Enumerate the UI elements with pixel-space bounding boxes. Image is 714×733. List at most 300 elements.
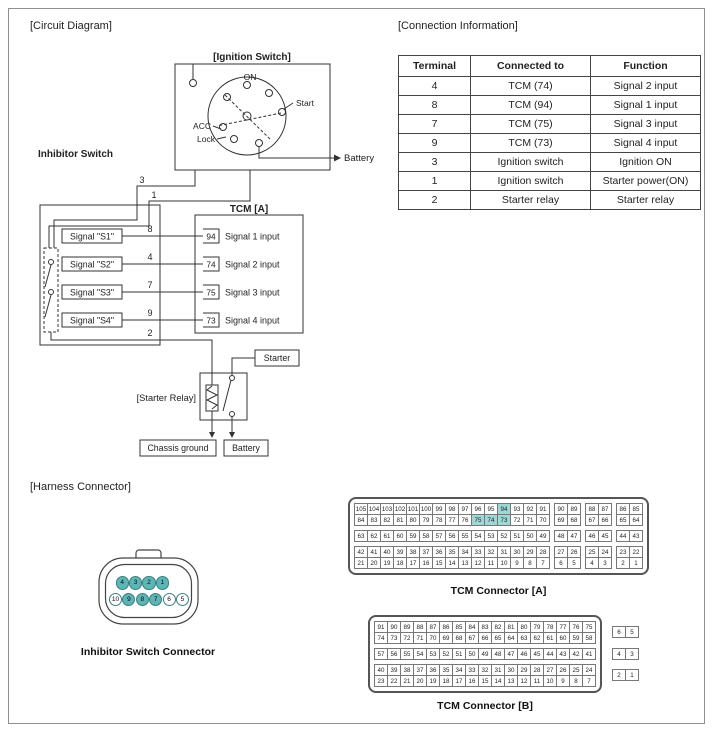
pin-segment	[612, 648, 639, 660]
pin-cell-5: 5	[567, 557, 581, 569]
pin-cell-92: 92	[523, 503, 537, 515]
pin-cell-102: 102	[393, 503, 407, 515]
pin-cell-105: 105	[354, 503, 368, 515]
pin-cell-87: 87	[426, 621, 440, 633]
table-cell: TCM (73)	[471, 134, 591, 153]
column-header: Connected to	[471, 56, 591, 77]
pin-cell-68: 68	[567, 514, 581, 526]
pin-cell-22: 22	[629, 546, 643, 558]
position-lock-label: Lock	[197, 134, 215, 144]
pin-cell-15: 15	[432, 557, 446, 569]
pin-cell-3: 3	[625, 648, 639, 660]
pin-cell-32: 32	[484, 546, 498, 558]
battery-bottom-label: Battery	[232, 443, 260, 453]
table-row	[399, 153, 701, 172]
tcm-title: TCM [A]	[229, 204, 269, 215]
pin-cell-65: 65	[616, 514, 630, 526]
pin-cell-98: 98	[445, 503, 459, 515]
pin-cell-5: 5	[625, 626, 639, 638]
pin-cell-87: 87	[598, 503, 612, 515]
pin-cell-99: 99	[432, 503, 446, 515]
pin-cell-64: 64	[504, 632, 518, 644]
inhibitor-pin-3: 3	[129, 576, 142, 589]
pin-cell-76: 76	[458, 514, 472, 526]
pin-cell-26: 26	[567, 546, 581, 558]
position-start-label: Start	[296, 98, 314, 108]
pin-cell-45: 45	[598, 530, 612, 542]
pin-cell-15: 15	[478, 675, 492, 687]
pin-cell-46: 46	[517, 648, 531, 660]
table-cell: TCM (74)	[471, 77, 591, 96]
inhibitor-pin-10: 10	[109, 593, 122, 606]
table-cell: Signal 2 input	[591, 77, 701, 96]
pin-cell-86: 86	[439, 621, 453, 633]
tcm-connector-a-title: TCM Connector [A]	[450, 585, 547, 597]
pin-segment	[585, 530, 612, 542]
pin-cell-44: 44	[616, 530, 630, 542]
pin-cell-40: 40	[374, 664, 388, 676]
inhibitor-pin-4: 4	[116, 576, 129, 589]
column-header: Function	[591, 56, 701, 77]
pin-segment	[554, 557, 581, 569]
signal-s4-label: Signal "S4"	[70, 315, 114, 326]
battery-feed-wire	[259, 147, 334, 159]
pin-cell-51: 51	[452, 648, 466, 660]
pin-cell-46: 46	[585, 530, 599, 542]
pin-cell-42: 42	[354, 546, 368, 558]
tcm-pin-94-label: 94	[206, 231, 216, 242]
inhibitor-pin-field	[85, 545, 215, 645]
pin-cell-61: 61	[543, 632, 557, 644]
column-header: Terminal	[399, 56, 471, 77]
pin-cell-23: 23	[616, 546, 630, 558]
terminal-1-label: 1	[151, 190, 157, 200]
battery-arrow-down-icon	[229, 432, 235, 438]
pin-cell-64: 64	[629, 514, 643, 526]
table-cell: Starter power(ON)	[591, 172, 701, 191]
terminal-8-label: 8	[147, 224, 153, 234]
wire-terminal-2	[51, 332, 212, 385]
pin-cell-84: 84	[465, 621, 479, 633]
pin-cell-31: 31	[491, 664, 505, 676]
pin-cell-62: 62	[367, 530, 381, 542]
pin-cell-85: 85	[452, 621, 466, 633]
pin-cell-39: 39	[393, 546, 407, 558]
pin-segment	[354, 557, 550, 569]
pin-cell-48: 48	[491, 648, 505, 660]
signal-s3-label: Signal "S3"	[70, 287, 114, 298]
pin-cell-21: 21	[400, 675, 414, 687]
pin-cell-75: 75	[471, 514, 485, 526]
pin-row	[612, 626, 639, 638]
pin-cell-19: 19	[426, 675, 440, 687]
inhibitor-connector-title: Inhibitor Switch Connector	[80, 646, 216, 658]
pin-cell-25: 25	[585, 546, 599, 558]
pin-cell-29: 29	[523, 546, 537, 558]
terminal-2-label: 2	[147, 328, 153, 338]
pin-cell-17: 17	[406, 557, 420, 569]
table-row	[399, 96, 701, 115]
position-acc-label: ACC	[193, 121, 211, 131]
pin-cell-8: 8	[523, 557, 537, 569]
pin-cell-9: 9	[510, 557, 524, 569]
pin-cell-47: 47	[567, 530, 581, 542]
pin-cell-1: 1	[629, 557, 643, 569]
pin-cell-78: 78	[432, 514, 446, 526]
harness-connector-section-label: [Harness Connector]	[30, 481, 131, 493]
pin-cell-83: 83	[478, 621, 492, 633]
pin-segment	[374, 648, 596, 660]
pin-cell-100: 100	[419, 503, 433, 515]
pin-segment	[374, 632, 596, 644]
starter-relay-label: [Starter Relay]	[136, 393, 196, 403]
pin-segment	[612, 626, 639, 638]
tcm-pin-74-label: 74	[206, 259, 216, 270]
pin-cell-12: 12	[517, 675, 531, 687]
pin-cell-43: 43	[556, 648, 570, 660]
pin-cell-38: 38	[406, 546, 420, 558]
pin-cell-94: 94	[497, 503, 511, 515]
inhibitor-pin-7: 7	[149, 593, 162, 606]
pin-cell-4: 4	[585, 557, 599, 569]
pin-cell-73: 73	[497, 514, 511, 526]
ignition-dial-dashed-lines	[217, 95, 281, 140]
pin-cell-54: 54	[413, 648, 427, 660]
starter-relay-box	[200, 373, 247, 420]
table-cell: 8	[399, 96, 471, 115]
pin-cell-66: 66	[598, 514, 612, 526]
pin-cell-74: 74	[484, 514, 498, 526]
pin-cell-43: 43	[629, 530, 643, 542]
pin-row	[374, 632, 596, 644]
terminal-7-label: 7	[147, 280, 153, 290]
pin-cell-8: 8	[569, 675, 583, 687]
pin-cell-32: 32	[478, 664, 492, 676]
pin-cell-53: 53	[484, 530, 498, 542]
pin-cell-60: 60	[556, 632, 570, 644]
pin-cell-73: 73	[387, 632, 401, 644]
pin-cell-78: 78	[543, 621, 557, 633]
signal-s2-label: Signal "S2"	[70, 259, 114, 270]
inhibitor-pin-1: 1	[156, 576, 169, 589]
ground-arrow-icon	[209, 432, 215, 438]
table-cell: TCM (94)	[471, 96, 591, 115]
pin-cell-71: 71	[413, 632, 427, 644]
pin-cell-41: 41	[367, 546, 381, 558]
battery-feed-label: Battery	[344, 153, 375, 164]
pin-cell-101: 101	[406, 503, 420, 515]
pin-cell-68: 68	[452, 632, 466, 644]
pin-cell-27: 27	[554, 546, 568, 558]
table-cell: Ignition ON	[591, 153, 701, 172]
pin-cell-55: 55	[458, 530, 472, 542]
pin-cell-104: 104	[367, 503, 381, 515]
pin-cell-28: 28	[536, 546, 550, 558]
pin-cell-36: 36	[426, 664, 440, 676]
signal-s1-label: Signal "S1"	[70, 231, 114, 242]
pin-cell-91: 91	[536, 503, 550, 515]
wire-terminal-1	[149, 170, 250, 205]
pin-cell-30: 30	[510, 546, 524, 558]
pin-cell-12: 12	[471, 557, 485, 569]
pin-cell-63: 63	[517, 632, 531, 644]
pin-cell-6: 6	[554, 557, 568, 569]
pin-cell-90: 90	[387, 621, 401, 633]
starter-wire	[232, 358, 255, 375]
pin-cell-52: 52	[439, 648, 453, 660]
pin-segment	[554, 530, 581, 542]
inhibitor-pin-5: 5	[176, 593, 189, 606]
pin-cell-62: 62	[530, 632, 544, 644]
pin-cell-50: 50	[523, 530, 537, 542]
pin-cell-13: 13	[504, 675, 518, 687]
pin-segment	[354, 514, 550, 526]
pin-segment	[585, 557, 612, 569]
pin-cell-35: 35	[445, 546, 459, 558]
pin-cell-75: 75	[582, 621, 596, 633]
pin-cell-49: 49	[536, 530, 550, 542]
table-cell: Signal 4 input	[591, 134, 701, 153]
circuit-diagram-section-label: [Circuit Diagram]	[30, 20, 112, 32]
pin-cell-14: 14	[445, 557, 459, 569]
pin-cell-103: 103	[380, 503, 394, 515]
pin-cell-67: 67	[585, 514, 599, 526]
terminal-9-label: 9	[147, 308, 153, 318]
inhibitor-switch-connector	[85, 545, 215, 645]
pin-segment	[354, 530, 550, 542]
pin-cell-69: 69	[439, 632, 453, 644]
pin-cell-56: 56	[387, 648, 401, 660]
pin-cell-7: 7	[582, 675, 596, 687]
pin-cell-2: 2	[616, 557, 630, 569]
pin-segment	[374, 675, 596, 687]
table-cell: Ignition switch	[471, 172, 591, 191]
pin-cell-11: 11	[530, 675, 544, 687]
pin-cell-23: 23	[374, 675, 388, 687]
pin-cell-79: 79	[530, 621, 544, 633]
pin-cell-82: 82	[491, 621, 505, 633]
terminal-3-label: 3	[139, 175, 145, 185]
connection-information-table	[398, 55, 701, 210]
pin-cell-69: 69	[554, 514, 568, 526]
pin-cell-83: 83	[367, 514, 381, 526]
wire-terminal-3	[137, 170, 195, 205]
pin-cell-41: 41	[582, 648, 596, 660]
table-row	[399, 172, 701, 191]
pin-cell-33: 33	[465, 664, 479, 676]
pin-cell-85: 85	[629, 503, 643, 515]
pin-cell-21: 21	[354, 557, 368, 569]
pin-cell-58: 58	[582, 632, 596, 644]
pin-cell-18: 18	[393, 557, 407, 569]
circuit-diagram	[20, 40, 400, 470]
pin-cell-20: 20	[367, 557, 381, 569]
pin-cell-52: 52	[497, 530, 511, 542]
pin-cell-4: 4	[612, 648, 626, 660]
pin-row	[374, 675, 596, 687]
pin-cell-80: 80	[406, 514, 420, 526]
pin-cell-81: 81	[504, 621, 518, 633]
inhibitor-switch-title: Inhibitor Switch	[38, 149, 113, 160]
pin-cell-59: 59	[406, 530, 420, 542]
pin-cell-86: 86	[616, 503, 630, 515]
inhibitor-pin-6: 6	[163, 593, 176, 606]
pin-cell-6: 6	[612, 626, 626, 638]
pin-cell-89: 89	[400, 621, 414, 633]
pin-cell-13: 13	[458, 557, 472, 569]
pin-cell-29: 29	[517, 664, 531, 676]
table-cell: 7	[399, 115, 471, 134]
tcm-connector-a	[348, 497, 649, 575]
tcm-connector-b	[368, 615, 602, 693]
pin-cell-1: 1	[625, 669, 639, 681]
pin-cell-53: 53	[426, 648, 440, 660]
pin-cell-9: 9	[556, 675, 570, 687]
pin-cell-28: 28	[530, 664, 544, 676]
pin-row	[354, 557, 643, 569]
pin-cell-72: 72	[400, 632, 414, 644]
pin-cell-25: 25	[569, 664, 583, 676]
pin-cell-88: 88	[413, 621, 427, 633]
pin-cell-97: 97	[458, 503, 472, 515]
pin-cell-72: 72	[510, 514, 524, 526]
pin-cell-84: 84	[354, 514, 368, 526]
pin-cell-50: 50	[465, 648, 479, 660]
inhibitor-pin-9: 9	[122, 593, 135, 606]
pin-cell-37: 37	[413, 664, 427, 676]
pin-cell-47: 47	[504, 648, 518, 660]
signal-4-input-label: Signal 4 input	[225, 315, 280, 326]
table-cell: 4	[399, 77, 471, 96]
tcm-b-side-block-65	[612, 626, 639, 638]
pin-cell-27: 27	[543, 664, 557, 676]
pin-cell-44: 44	[543, 648, 557, 660]
pin-cell-65: 65	[491, 632, 505, 644]
pin-cell-36: 36	[432, 546, 446, 558]
table-cell: 3	[399, 153, 471, 172]
pin-cell-89: 89	[567, 503, 581, 515]
connection-information-section-label: [Connection Information]	[398, 20, 518, 32]
pin-cell-91: 91	[374, 621, 388, 633]
table-cell: Signal 3 input	[591, 115, 701, 134]
pin-row	[612, 648, 639, 660]
table-row	[399, 134, 701, 153]
pin-cell-80: 80	[517, 621, 531, 633]
pin-cell-54: 54	[471, 530, 485, 542]
pin-cell-34: 34	[452, 664, 466, 676]
pin-cell-76: 76	[569, 621, 583, 633]
pin-cell-61: 61	[380, 530, 394, 542]
pin-cell-17: 17	[452, 675, 466, 687]
pin-cell-24: 24	[582, 664, 596, 676]
pin-cell-59: 59	[569, 632, 583, 644]
starter-label: Starter	[263, 353, 291, 363]
pin-cell-20: 20	[413, 675, 427, 687]
table-row	[399, 77, 701, 96]
pin-cell-66: 66	[478, 632, 492, 644]
pin-cell-10: 10	[497, 557, 511, 569]
pin-cell-58: 58	[419, 530, 433, 542]
pin-segment	[554, 514, 581, 526]
pin-cell-24: 24	[598, 546, 612, 558]
table-cell: Signal 1 input	[591, 96, 701, 115]
pin-cell-45: 45	[530, 648, 544, 660]
pin-cell-49: 49	[478, 648, 492, 660]
battery-arrow-icon	[334, 155, 341, 162]
table-cell: Starter relay	[471, 191, 591, 210]
table-cell: 2	[399, 191, 471, 210]
pin-cell-22: 22	[387, 675, 401, 687]
pin-cell-77: 77	[445, 514, 459, 526]
pin-cell-18: 18	[439, 675, 453, 687]
tcm-pin-73-label: 73	[206, 315, 216, 326]
pin-cell-10: 10	[543, 675, 557, 687]
pin-cell-93: 93	[510, 503, 524, 515]
tcm-connector-b-title: TCM Connector [B]	[437, 700, 533, 712]
pin-cell-55: 55	[400, 648, 414, 660]
pin-cell-81: 81	[393, 514, 407, 526]
pin-segment	[616, 530, 643, 542]
table-cell: Starter relay	[591, 191, 701, 210]
pin-cell-40: 40	[380, 546, 394, 558]
signal-3-input-label: Signal 3 input	[225, 287, 280, 298]
pin-cell-77: 77	[556, 621, 570, 633]
pin-cell-2: 2	[612, 669, 626, 681]
table-row	[399, 191, 701, 210]
pin-cell-70: 70	[426, 632, 440, 644]
pin-cell-95: 95	[484, 503, 498, 515]
pin-cell-82: 82	[380, 514, 394, 526]
pin-cell-71: 71	[523, 514, 537, 526]
pin-cell-34: 34	[458, 546, 472, 558]
tcm-b-side-block-21	[612, 669, 639, 681]
pin-cell-7: 7	[536, 557, 550, 569]
pin-cell-57: 57	[374, 648, 388, 660]
tcm-connector-b-group	[368, 615, 643, 697]
terminal-4-label: 4	[147, 252, 153, 262]
pin-cell-19: 19	[380, 557, 394, 569]
pin-cell-88: 88	[585, 503, 599, 515]
pin-cell-11: 11	[484, 557, 498, 569]
pin-row	[612, 669, 639, 681]
pin-cell-70: 70	[536, 514, 550, 526]
pin-cell-26: 26	[556, 664, 570, 676]
pin-segment	[616, 557, 643, 569]
signal-1-input-label: Signal 1 input	[225, 231, 280, 242]
pin-segment	[616, 514, 643, 526]
table-cell: TCM (75)	[471, 115, 591, 134]
pin-cell-48: 48	[554, 530, 568, 542]
pin-row	[374, 648, 596, 660]
table-cell: 1	[399, 172, 471, 191]
pin-cell-57: 57	[432, 530, 446, 542]
table-row	[399, 115, 701, 134]
signal-2-input-label: Signal 2 input	[225, 259, 280, 270]
pin-cell-3: 3	[598, 557, 612, 569]
table-cell: Ignition switch	[471, 153, 591, 172]
pin-cell-42: 42	[569, 648, 583, 660]
pin-segment	[585, 514, 612, 526]
pin-cell-16: 16	[465, 675, 479, 687]
pin-row	[354, 530, 643, 542]
table-cell: 9	[399, 134, 471, 153]
pin-cell-63: 63	[354, 530, 368, 542]
pin-cell-90: 90	[554, 503, 568, 515]
pin-cell-14: 14	[491, 675, 505, 687]
pin-cell-35: 35	[439, 664, 453, 676]
pin-cell-67: 67	[465, 632, 479, 644]
pin-cell-33: 33	[471, 546, 485, 558]
